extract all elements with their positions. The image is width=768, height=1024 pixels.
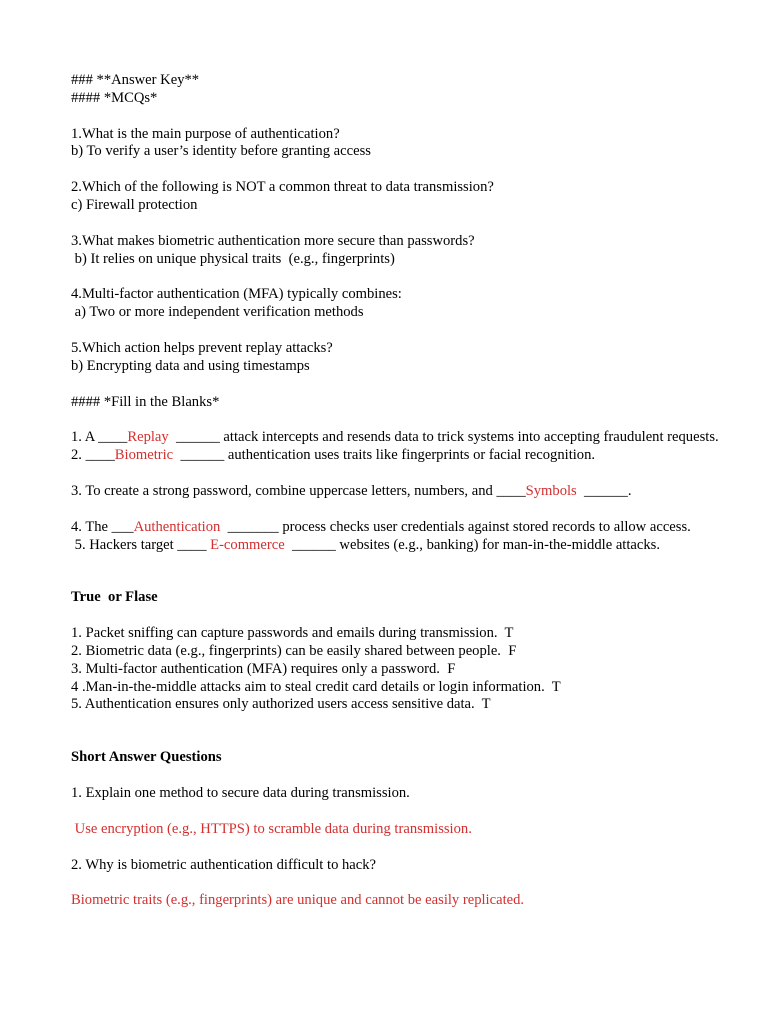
- short-answer-question: 2. Why is biometric authentication difficult to hack?: [71, 856, 377, 873]
- true-false-item: 2. Biometric data (e.g., fingerprints) can be easily shared between people. F: [71, 642, 517, 659]
- true-false-heading: True or Flase: [71, 589, 158, 606]
- fill-blanks-heading: #### *Fill in the Blanks*: [71, 393, 220, 410]
- fill-blank-item: [71, 519, 728, 537]
- fill-blank-answer: Biometric: [114, 447, 174, 464]
- mcq-answer: a) Two or more independent verification methods: [71, 304, 364, 321]
- short-answer-question: 1. Explain one method to secure data during transmission.: [71, 784, 410, 801]
- fill-blank-suffix: ______ attack intercepts and resends data to trick systems into accepting fraudulent requests.: [168, 429, 719, 446]
- answer-key-heading: ### **Answer Key**: [71, 72, 200, 88]
- fill-blank-prefix: 1. A ____: [71, 429, 128, 446]
- true-false-item: 3. Multi-factor authentication (MFA) requires only a password. F: [71, 660, 456, 677]
- fill-blank-answer: Symbols: [525, 482, 577, 499]
- short-answer-answer: Use encryption (e.g., HTTPS) to scramble data during transmission.: [71, 820, 472, 837]
- mcq-answer: c) Firewall protection: [71, 196, 198, 213]
- fill-blank-suffix: ______.: [576, 482, 632, 499]
- mcqs-heading: #### *MCQs*: [71, 89, 158, 106]
- mcq-question: 1.What is the main purpose of authentication?: [71, 125, 340, 142]
- fill-blank-item: [71, 447, 728, 465]
- mcq-question: 3.What makes biometric authentication more secure than passwords?: [71, 232, 475, 249]
- mcq-answer: b) It relies on unique physical traits (e.g., fingerprints): [71, 250, 395, 267]
- fill-blank-suffix: ______ authentication uses traits like fingerprints or facial recognition.: [173, 447, 596, 464]
- fill-blank-prefix: 2. ____: [71, 447, 115, 464]
- mcq-question: 4.Multi-factor authentication (MFA) typically combines:: [71, 286, 402, 303]
- mcq-question: 5.Which action helps prevent replay attacks?: [71, 339, 333, 356]
- fill-blank-suffix: _______ process checks user credentials against stored records to allow access.: [220, 518, 691, 535]
- fill-blank-prefix: 3. To create a strong password, combine uppercase letters, numbers, and ____: [71, 482, 526, 499]
- mcq-answer: b) Encrypting data and using timestamps: [71, 357, 310, 374]
- fill-blank-item: [71, 537, 728, 555]
- short-answer-heading: Short Answer Questions: [71, 749, 222, 766]
- fill-blank-answer: E-commerce: [210, 536, 285, 553]
- fill-blank-answer: Authentication: [133, 518, 221, 535]
- short-answer-answer: Biometric traits (e.g., fingerprints) are unique and cannot be easily replicated.: [71, 892, 525, 909]
- fill-blank-suffix: ______ websites (e.g., banking) for man-in-the-middle attacks.: [284, 536, 660, 553]
- fill-blank-prefix: 4. The ___: [71, 518, 134, 535]
- fill-blank-item: [71, 483, 728, 501]
- true-false-item: 5. Authentication ensures only authorized users access sensitive data. T: [71, 696, 491, 713]
- fill-blank-answer: Replay: [127, 429, 169, 446]
- true-false-item: 1. Packet sniffing can capture passwords and emails during transmission. T: [71, 625, 514, 642]
- fill-blank-item: [71, 429, 728, 447]
- fill-blank-prefix: 5. Hackers target ____: [71, 536, 211, 553]
- true-false-item: 4 .Man-in-the-middle attacks aim to steal credit card details or login information. T: [71, 678, 561, 695]
- mcq-question: 2.Which of the following is NOT a common threat to data transmission?: [71, 179, 494, 196]
- mcq-answer: b) To verify a user’s identity before granting access: [71, 143, 371, 160]
